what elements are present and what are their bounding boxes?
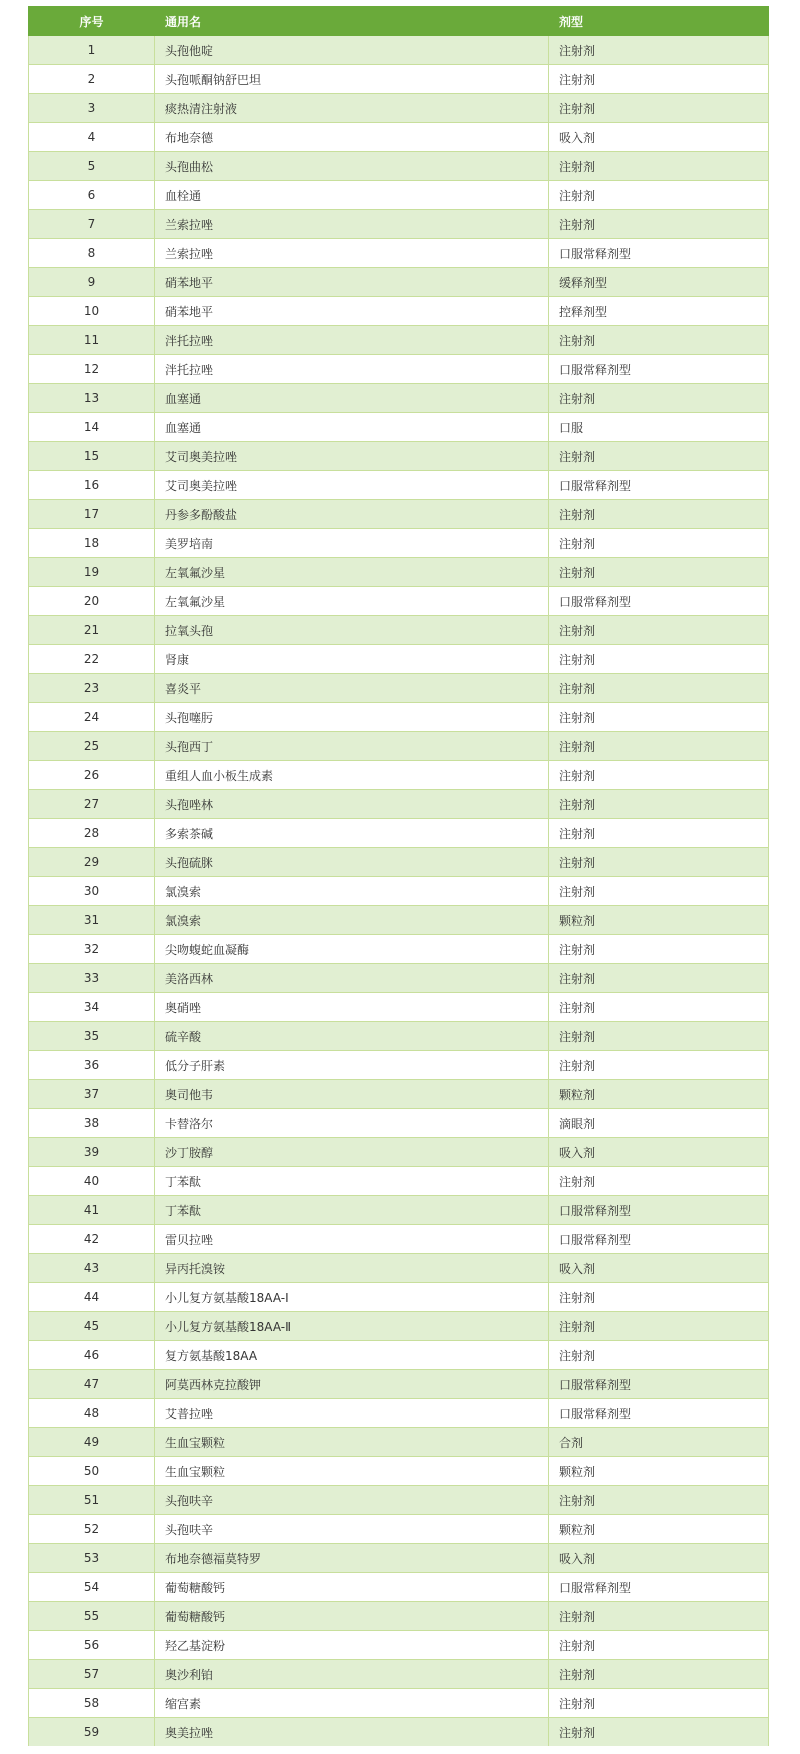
cell-dosage-form: 注射剂 bbox=[549, 703, 769, 732]
cell-dosage-form: 注射剂 bbox=[549, 500, 769, 529]
table-row bbox=[29, 935, 769, 964]
cell-dosage-form: 注射剂 bbox=[549, 1486, 769, 1515]
cell-generic-name: 左氧氟沙星 bbox=[155, 558, 549, 587]
table-row bbox=[29, 732, 769, 761]
table-row bbox=[29, 123, 769, 152]
cell-dosage-form: 缓释剂型 bbox=[549, 268, 769, 297]
cell-dosage-form: 注射剂 bbox=[549, 993, 769, 1022]
cell-serial-number: 52 bbox=[29, 1515, 155, 1544]
cell-generic-name: 硝苯地平 bbox=[155, 297, 549, 326]
cell-serial-number: 29 bbox=[29, 848, 155, 877]
table-row bbox=[29, 1109, 769, 1138]
cell-generic-name: 头孢他啶 bbox=[155, 36, 549, 65]
cell-serial-number: 15 bbox=[29, 442, 155, 471]
cell-generic-name: 重组人血小板生成素 bbox=[155, 761, 549, 790]
cell-serial-number: 32 bbox=[29, 935, 155, 964]
cell-generic-name: 葡萄糖酸钙 bbox=[155, 1602, 549, 1631]
cell-generic-name: 奥司他韦 bbox=[155, 1080, 549, 1109]
cell-generic-name: 复方氨基酸18AA bbox=[155, 1341, 549, 1370]
cell-serial-number: 1 bbox=[29, 36, 155, 65]
cell-dosage-form: 注射剂 bbox=[549, 1341, 769, 1370]
cell-generic-name: 缩宫素 bbox=[155, 1689, 549, 1718]
table-body bbox=[29, 36, 769, 1747]
cell-generic-name: 血塞通 bbox=[155, 384, 549, 413]
cell-serial-number: 8 bbox=[29, 239, 155, 268]
cell-generic-name: 头孢唑林 bbox=[155, 790, 549, 819]
cell-serial-number: 21 bbox=[29, 616, 155, 645]
table-row bbox=[29, 703, 769, 732]
cell-serial-number: 18 bbox=[29, 529, 155, 558]
cell-dosage-form: 注射剂 bbox=[549, 1660, 769, 1689]
cell-generic-name: 奥沙利铂 bbox=[155, 1660, 549, 1689]
cell-generic-name: 多索茶碱 bbox=[155, 819, 549, 848]
cell-generic-name: 血塞通 bbox=[155, 413, 549, 442]
table-row bbox=[29, 500, 769, 529]
cell-serial-number: 16 bbox=[29, 471, 155, 500]
table-row bbox=[29, 1457, 769, 1486]
cell-dosage-form: 注射剂 bbox=[549, 1051, 769, 1080]
cell-dosage-form: 注射剂 bbox=[549, 152, 769, 181]
table-row bbox=[29, 65, 769, 94]
cell-dosage-form: 注射剂 bbox=[549, 674, 769, 703]
cell-dosage-form: 注射剂 bbox=[549, 210, 769, 239]
cell-dosage-form: 注射剂 bbox=[549, 877, 769, 906]
cell-dosage-form: 注射剂 bbox=[549, 964, 769, 993]
cell-generic-name: 丁苯酞 bbox=[155, 1167, 549, 1196]
cell-serial-number: 12 bbox=[29, 355, 155, 384]
cell-generic-name: 氯溴索 bbox=[155, 877, 549, 906]
table-row bbox=[29, 790, 769, 819]
cell-serial-number: 27 bbox=[29, 790, 155, 819]
cell-generic-name: 阿莫西林克拉酸钾 bbox=[155, 1370, 549, 1399]
cell-dosage-form: 颗粒剂 bbox=[549, 906, 769, 935]
cell-serial-number: 37 bbox=[29, 1080, 155, 1109]
cell-serial-number: 4 bbox=[29, 123, 155, 152]
cell-serial-number: 53 bbox=[29, 1544, 155, 1573]
cell-generic-name: 葡萄糖酸钙 bbox=[155, 1573, 549, 1602]
cell-serial-number: 34 bbox=[29, 993, 155, 1022]
cell-generic-name: 羟乙基淀粉 bbox=[155, 1631, 549, 1660]
cell-generic-name: 雷贝拉唑 bbox=[155, 1225, 549, 1254]
cell-dosage-form: 注射剂 bbox=[549, 65, 769, 94]
cell-serial-number: 26 bbox=[29, 761, 155, 790]
table-row bbox=[29, 529, 769, 558]
cell-dosage-form: 注射剂 bbox=[549, 181, 769, 210]
cell-serial-number: 59 bbox=[29, 1718, 155, 1747]
cell-dosage-form: 注射剂 bbox=[549, 94, 769, 123]
cell-serial-number: 10 bbox=[29, 297, 155, 326]
table-row bbox=[29, 1196, 769, 1225]
cell-serial-number: 54 bbox=[29, 1573, 155, 1602]
cell-generic-name: 艾司奥美拉唑 bbox=[155, 442, 549, 471]
cell-dosage-form: 注射剂 bbox=[549, 645, 769, 674]
cell-generic-name: 低分子肝素 bbox=[155, 1051, 549, 1080]
cell-generic-name: 血栓通 bbox=[155, 181, 549, 210]
cell-generic-name: 艾普拉唑 bbox=[155, 1399, 549, 1428]
cell-dosage-form: 注射剂 bbox=[549, 1689, 769, 1718]
cell-generic-name: 生血宝颗粒 bbox=[155, 1457, 549, 1486]
cell-dosage-form: 注射剂 bbox=[549, 1283, 769, 1312]
cell-dosage-form: 吸入剂 bbox=[549, 1138, 769, 1167]
cell-serial-number: 3 bbox=[29, 94, 155, 123]
cell-dosage-form: 口服常释剂型 bbox=[549, 1573, 769, 1602]
cell-generic-name: 喜炎平 bbox=[155, 674, 549, 703]
cell-serial-number: 56 bbox=[29, 1631, 155, 1660]
cell-dosage-form: 合剂 bbox=[549, 1428, 769, 1457]
cell-dosage-form: 口服常释剂型 bbox=[549, 1370, 769, 1399]
table-row bbox=[29, 326, 769, 355]
cell-generic-name: 小儿复方氨基酸18AA-Ⅱ bbox=[155, 1312, 549, 1341]
table-row bbox=[29, 1138, 769, 1167]
cell-dosage-form: 颗粒剂 bbox=[549, 1515, 769, 1544]
table-row bbox=[29, 152, 769, 181]
cell-generic-name: 头孢硫脒 bbox=[155, 848, 549, 877]
cell-dosage-form: 注射剂 bbox=[549, 1631, 769, 1660]
cell-generic-name: 泮托拉唑 bbox=[155, 355, 549, 384]
cell-generic-name: 丁苯酞 bbox=[155, 1196, 549, 1225]
cell-serial-number: 57 bbox=[29, 1660, 155, 1689]
cell-dosage-form: 吸入剂 bbox=[549, 1544, 769, 1573]
drug-table bbox=[28, 6, 769, 1746]
cell-generic-name: 左氧氟沙星 bbox=[155, 587, 549, 616]
cell-generic-name: 小儿复方氨基酸18AA-Ⅰ bbox=[155, 1283, 549, 1312]
table-row bbox=[29, 993, 769, 1022]
cell-generic-name: 美罗培南 bbox=[155, 529, 549, 558]
table-row bbox=[29, 1225, 769, 1254]
table-row bbox=[29, 848, 769, 877]
cell-dosage-form: 口服常释剂型 bbox=[549, 239, 769, 268]
table-row bbox=[29, 761, 769, 790]
table-row bbox=[29, 1254, 769, 1283]
cell-serial-number: 42 bbox=[29, 1225, 155, 1254]
cell-serial-number: 39 bbox=[29, 1138, 155, 1167]
cell-generic-name: 奥硝唑 bbox=[155, 993, 549, 1022]
cell-serial-number: 30 bbox=[29, 877, 155, 906]
cell-serial-number: 49 bbox=[29, 1428, 155, 1457]
cell-serial-number: 47 bbox=[29, 1370, 155, 1399]
cell-dosage-form: 注射剂 bbox=[549, 558, 769, 587]
cell-generic-name: 头孢呋辛 bbox=[155, 1515, 549, 1544]
cell-generic-name: 卡替洛尔 bbox=[155, 1109, 549, 1138]
table-row bbox=[29, 1602, 769, 1631]
cell-dosage-form: 注射剂 bbox=[549, 935, 769, 964]
table-row bbox=[29, 906, 769, 935]
cell-serial-number: 48 bbox=[29, 1399, 155, 1428]
cell-serial-number: 36 bbox=[29, 1051, 155, 1080]
table-row bbox=[29, 1341, 769, 1370]
cell-generic-name: 头孢噻肟 bbox=[155, 703, 549, 732]
cell-dosage-form: 口服 bbox=[549, 413, 769, 442]
cell-serial-number: 33 bbox=[29, 964, 155, 993]
table-row bbox=[29, 1312, 769, 1341]
cell-dosage-form: 注射剂 bbox=[549, 761, 769, 790]
header-serial-number: 序号 bbox=[29, 7, 155, 36]
cell-generic-name: 肾康 bbox=[155, 645, 549, 674]
cell-generic-name: 头孢哌酮钠舒巴坦 bbox=[155, 65, 549, 94]
cell-serial-number: 5 bbox=[29, 152, 155, 181]
drug-table-container bbox=[28, 6, 769, 1746]
cell-generic-name: 布地奈德福莫特罗 bbox=[155, 1544, 549, 1573]
cell-dosage-form: 注射剂 bbox=[549, 848, 769, 877]
table-row bbox=[29, 1283, 769, 1312]
cell-serial-number: 7 bbox=[29, 210, 155, 239]
cell-serial-number: 31 bbox=[29, 906, 155, 935]
cell-generic-name: 头孢西丁 bbox=[155, 732, 549, 761]
cell-serial-number: 24 bbox=[29, 703, 155, 732]
cell-generic-name: 生血宝颗粒 bbox=[155, 1428, 549, 1457]
cell-dosage-form: 口服常释剂型 bbox=[549, 1399, 769, 1428]
table-row bbox=[29, 384, 769, 413]
cell-serial-number: 11 bbox=[29, 326, 155, 355]
cell-generic-name: 硝苯地平 bbox=[155, 268, 549, 297]
cell-dosage-form: 注射剂 bbox=[549, 790, 769, 819]
cell-generic-name: 兰索拉唑 bbox=[155, 210, 549, 239]
cell-dosage-form: 吸入剂 bbox=[549, 123, 769, 152]
table-row bbox=[29, 181, 769, 210]
cell-serial-number: 23 bbox=[29, 674, 155, 703]
cell-generic-name: 异丙托溴铵 bbox=[155, 1254, 549, 1283]
cell-dosage-form: 滴眼剂 bbox=[549, 1109, 769, 1138]
cell-dosage-form: 颗粒剂 bbox=[549, 1080, 769, 1109]
table-row bbox=[29, 674, 769, 703]
cell-generic-name: 兰索拉唑 bbox=[155, 239, 549, 268]
cell-serial-number: 35 bbox=[29, 1022, 155, 1051]
table-row bbox=[29, 94, 769, 123]
cell-serial-number: 41 bbox=[29, 1196, 155, 1225]
cell-serial-number: 44 bbox=[29, 1283, 155, 1312]
cell-dosage-form: 口服常释剂型 bbox=[549, 587, 769, 616]
cell-serial-number: 13 bbox=[29, 384, 155, 413]
table-row bbox=[29, 877, 769, 906]
cell-serial-number: 6 bbox=[29, 181, 155, 210]
cell-dosage-form: 口服常释剂型 bbox=[549, 1196, 769, 1225]
cell-serial-number: 45 bbox=[29, 1312, 155, 1341]
table-row bbox=[29, 819, 769, 848]
cell-serial-number: 25 bbox=[29, 732, 155, 761]
table-row bbox=[29, 558, 769, 587]
cell-serial-number: 22 bbox=[29, 645, 155, 674]
table-row bbox=[29, 210, 769, 239]
cell-generic-name: 奥美拉唑 bbox=[155, 1718, 549, 1747]
cell-generic-name: 艾司奥美拉唑 bbox=[155, 471, 549, 500]
table-row bbox=[29, 1486, 769, 1515]
cell-dosage-form: 口服常释剂型 bbox=[549, 1225, 769, 1254]
cell-dosage-form: 口服常释剂型 bbox=[549, 355, 769, 384]
cell-generic-name: 布地奈德 bbox=[155, 123, 549, 152]
cell-dosage-form: 注射剂 bbox=[549, 442, 769, 471]
cell-dosage-form: 注射剂 bbox=[549, 732, 769, 761]
cell-serial-number: 55 bbox=[29, 1602, 155, 1631]
table-row bbox=[29, 268, 769, 297]
cell-serial-number: 28 bbox=[29, 819, 155, 848]
header-row bbox=[29, 7, 769, 36]
table-row bbox=[29, 36, 769, 65]
cell-generic-name: 氯溴索 bbox=[155, 906, 549, 935]
cell-dosage-form: 注射剂 bbox=[549, 1718, 769, 1747]
cell-serial-number: 14 bbox=[29, 413, 155, 442]
table-row bbox=[29, 442, 769, 471]
table-row bbox=[29, 1544, 769, 1573]
cell-serial-number: 46 bbox=[29, 1341, 155, 1370]
table-row bbox=[29, 1573, 769, 1602]
cell-serial-number: 20 bbox=[29, 587, 155, 616]
table-row bbox=[29, 1022, 769, 1051]
cell-serial-number: 40 bbox=[29, 1167, 155, 1196]
table-row bbox=[29, 297, 769, 326]
table-row bbox=[29, 1167, 769, 1196]
cell-serial-number: 51 bbox=[29, 1486, 155, 1515]
cell-generic-name: 丹参多酚酸盐 bbox=[155, 500, 549, 529]
table-row bbox=[29, 413, 769, 442]
cell-generic-name: 头孢呋辛 bbox=[155, 1486, 549, 1515]
cell-dosage-form: 注射剂 bbox=[549, 36, 769, 65]
cell-serial-number: 58 bbox=[29, 1689, 155, 1718]
table-row bbox=[29, 964, 769, 993]
cell-generic-name: 沙丁胺醇 bbox=[155, 1138, 549, 1167]
table-row bbox=[29, 355, 769, 384]
cell-dosage-form: 注射剂 bbox=[549, 819, 769, 848]
cell-dosage-form: 颗粒剂 bbox=[549, 1457, 769, 1486]
cell-generic-name: 头孢曲松 bbox=[155, 152, 549, 181]
table-row bbox=[29, 1689, 769, 1718]
table-row bbox=[29, 239, 769, 268]
table-row bbox=[29, 1399, 769, 1428]
header-dosage-form: 剂型 bbox=[549, 7, 769, 36]
table-row bbox=[29, 645, 769, 674]
cell-dosage-form: 控释剂型 bbox=[549, 297, 769, 326]
table-header bbox=[29, 7, 769, 36]
cell-serial-number: 2 bbox=[29, 65, 155, 94]
cell-dosage-form: 注射剂 bbox=[549, 1167, 769, 1196]
cell-serial-number: 17 bbox=[29, 500, 155, 529]
cell-dosage-form: 注射剂 bbox=[549, 326, 769, 355]
table-row bbox=[29, 1370, 769, 1399]
cell-dosage-form: 注射剂 bbox=[549, 1602, 769, 1631]
header-generic-name: 通用名 bbox=[155, 7, 549, 36]
table-row bbox=[29, 1515, 769, 1544]
cell-serial-number: 43 bbox=[29, 1254, 155, 1283]
table-row bbox=[29, 1080, 769, 1109]
cell-generic-name: 尖吻蝮蛇血凝酶 bbox=[155, 935, 549, 964]
cell-generic-name: 泮托拉唑 bbox=[155, 326, 549, 355]
cell-dosage-form: 吸入剂 bbox=[549, 1254, 769, 1283]
cell-generic-name: 硫辛酸 bbox=[155, 1022, 549, 1051]
cell-dosage-form: 注射剂 bbox=[549, 616, 769, 645]
table-row bbox=[29, 1660, 769, 1689]
cell-serial-number: 19 bbox=[29, 558, 155, 587]
cell-dosage-form: 注射剂 bbox=[549, 1022, 769, 1051]
table-row bbox=[29, 616, 769, 645]
cell-generic-name: 拉氧头孢 bbox=[155, 616, 549, 645]
cell-generic-name: 痰热清注射液 bbox=[155, 94, 549, 123]
table-row bbox=[29, 1718, 769, 1747]
cell-serial-number: 9 bbox=[29, 268, 155, 297]
table-row bbox=[29, 1631, 769, 1660]
cell-dosage-form: 注射剂 bbox=[549, 384, 769, 413]
cell-generic-name: 美洛西林 bbox=[155, 964, 549, 993]
cell-dosage-form: 注射剂 bbox=[549, 529, 769, 558]
table-row bbox=[29, 1428, 769, 1457]
cell-serial-number: 38 bbox=[29, 1109, 155, 1138]
cell-dosage-form: 注射剂 bbox=[549, 1312, 769, 1341]
cell-serial-number: 50 bbox=[29, 1457, 155, 1486]
table-row bbox=[29, 587, 769, 616]
table-row bbox=[29, 471, 769, 500]
cell-dosage-form: 口服常释剂型 bbox=[549, 471, 769, 500]
table-row bbox=[29, 1051, 769, 1080]
